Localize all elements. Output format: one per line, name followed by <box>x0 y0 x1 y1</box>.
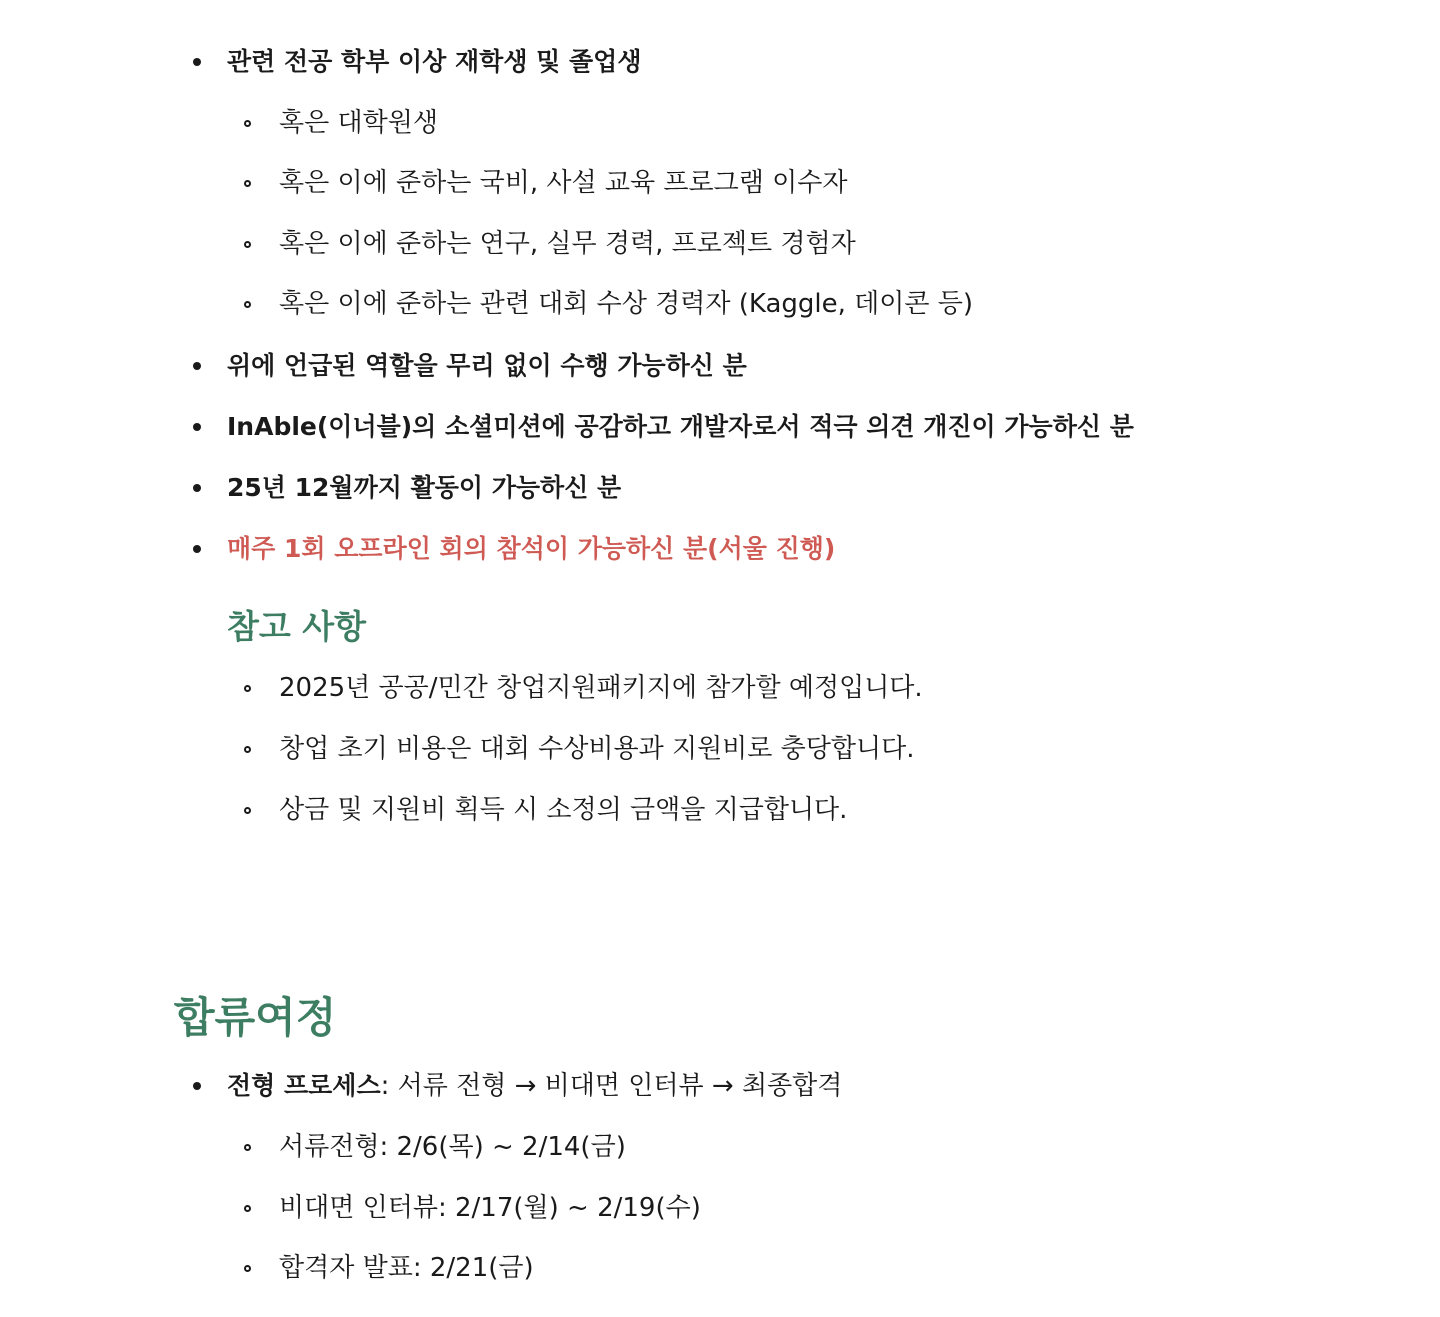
sub-list-item-text: 혹은 이에 준하는 관련 대회 수상 경력자 (Kaggle, 데이콘 등) <box>279 289 974 319</box>
sub-list-item-text: 혹은 이에 준하는 국비, 사설 교육 프로그램 이수자 <box>279 168 848 198</box>
sub-list-item <box>0 284 1440 324</box>
sub-list-item-text: 서류전형: 2/6(목) ~ 2/14(금) <box>279 1132 626 1162</box>
process-value: : 서류 전형 → 비대면 인터뷰 → 최종합격 <box>380 1071 843 1101</box>
sub-list-item <box>0 1248 1440 1288</box>
bullet-circle <box>244 301 251 308</box>
sub-list-item <box>0 668 1440 708</box>
list-item-text-highlight: 매주 1회 오프라인 회의 참석이 가능하신 분(서울 진행) <box>227 534 836 563</box>
bullet-circle <box>244 1144 251 1151</box>
list-item <box>0 407 1440 447</box>
sub-list-item <box>0 1188 1440 1228</box>
process-label: 전형 프로세스 <box>227 1071 381 1100</box>
list-item-text: 관련 전공 학부 이상 재학생 및 졸업생 <box>227 47 642 76</box>
join-heading: 합류여정 <box>174 993 337 1042</box>
sub-list-item <box>0 224 1440 264</box>
sub-list-item-text: 2025년 공공/민간 창업지원패키지에 참가할 예정입니다. <box>279 673 923 703</box>
notes-heading: 참고 사항 <box>227 607 367 646</box>
bullet-circle <box>244 241 251 248</box>
bullet-circle <box>244 807 251 814</box>
sub-list-item-text: 비대면 인터뷰: 2/17(월) ~ 2/19(수) <box>279 1193 701 1223</box>
sub-list-item-text: 창업 초기 비용은 대회 수상비용과 지원비로 충당합니다. <box>279 734 915 764</box>
sub-list-item <box>0 103 1440 143</box>
bullet-dot <box>193 58 201 66</box>
bullet-circle <box>244 1205 251 1212</box>
bullet-dot <box>193 484 201 492</box>
sub-list-item <box>0 790 1440 830</box>
bullet-dot <box>193 545 201 553</box>
bullet-circle <box>244 685 251 692</box>
list-item-text: InAble(이너블)의 소셜미션에 공감하고 개발자로서 적극 의견 개진이 가능하신 분 <box>227 412 1134 441</box>
sub-list-item-text: 혹은 이에 준하는 연구, 실무 경력, 프로젝트 경험자 <box>279 229 856 259</box>
bullet-circle <box>244 120 251 127</box>
process-line <box>227 1066 842 1106</box>
list-item <box>0 346 1440 386</box>
list-item <box>0 42 1440 82</box>
list-item <box>0 529 1440 569</box>
sub-list-item-text: 합격자 발표: 2/21(금) <box>279 1253 534 1283</box>
sub-list-item <box>0 1127 1440 1167</box>
sub-list-item-text: 혹은 대학원생 <box>279 108 438 138</box>
sub-list-item <box>0 163 1440 203</box>
sub-list-item-text: 상금 및 지원비 획득 시 소정의 금액을 지급합니다. <box>279 795 848 825</box>
list-item <box>0 468 1440 508</box>
bullet-circle <box>244 1265 251 1272</box>
bullet-circle <box>244 180 251 187</box>
list-item <box>0 1066 1440 1106</box>
bullet-circle <box>244 746 251 753</box>
bullet-dot <box>193 1082 201 1090</box>
bullet-dot <box>193 362 201 370</box>
bullet-dot <box>193 423 201 431</box>
list-item-text: 25년 12월까지 활동이 가능하신 분 <box>227 473 622 502</box>
sub-list-item <box>0 729 1440 769</box>
list-item-text: 위에 언급된 역할을 무리 없이 수행 가능하신 분 <box>227 351 747 380</box>
